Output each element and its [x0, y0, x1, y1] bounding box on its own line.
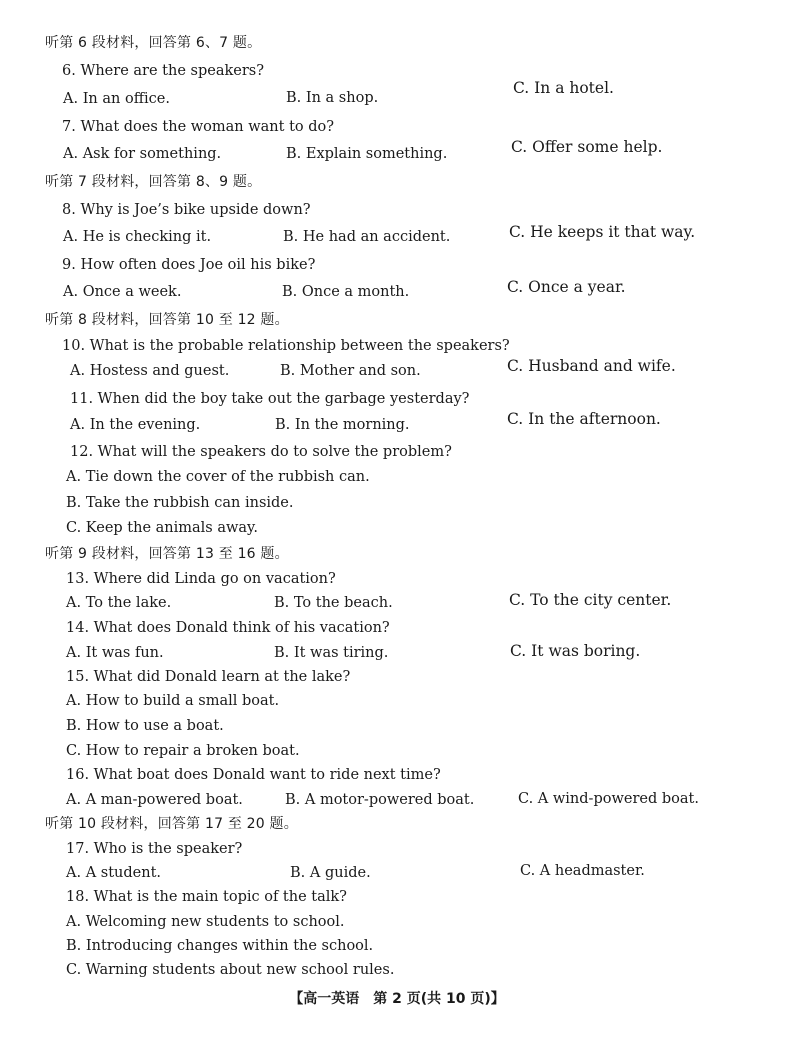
q7-option-b: B. Explain something.: [286, 146, 448, 162]
q13-option-c: C. To the city center.: [509, 591, 672, 609]
section-heading-6: 听第 6 段材料，回答第 6、7 题。: [45, 35, 262, 51]
q10-option-a: A. Hostess and guest.: [70, 363, 230, 379]
q7-option-c: C. Offer some help.: [511, 138, 663, 156]
question-18: 18. What is the main topic of the talk?: [66, 889, 347, 905]
q12-option-c: C. Keep the animals away.: [66, 520, 258, 536]
q16-option-a: A. A man-powered boat.: [66, 792, 243, 808]
section-heading-10: 听第 10 段材料，回答第 17 至 20 题。: [45, 816, 298, 832]
q14-option-c: C. It was boring.: [510, 642, 641, 660]
q11-option-a: A. In the evening.: [70, 417, 201, 433]
q11-option-b: B. In the morning.: [275, 417, 410, 433]
q12-option-b: B. Take the rubbish can inside.: [66, 495, 294, 511]
q17-option-a: A. A student.: [66, 865, 162, 881]
question-8: 8. Why is Joe’s bike upside down?: [62, 202, 311, 218]
question-16: 16. What boat does Donald want to ride next time?: [66, 767, 441, 783]
q8-option-c: C. He keeps it that way.: [509, 223, 696, 241]
q18-option-a: A. Welcoming new students to school.: [66, 914, 345, 930]
q10-option-b: B. Mother and son.: [280, 363, 421, 379]
q17-option-c: C. A headmaster.: [520, 863, 645, 879]
question-17: 17. Who is the speaker?: [66, 841, 243, 857]
q15-option-b: B. How to use a boat.: [66, 718, 224, 734]
q13-option-b: B. To the beach.: [274, 595, 393, 611]
question-7: 7. What does the woman want to do?: [62, 119, 335, 135]
question-12: 12. What will the speakers do to solve the problem?: [70, 444, 452, 460]
q18-option-c: C. Warning students about new school rules.: [66, 962, 395, 978]
q14-option-b: B. It was tiring.: [274, 645, 389, 661]
q15-option-a: A. How to build a small boat.: [66, 693, 280, 709]
section-heading-8: 听第 8 段材料，回答第 10 至 12 题。: [45, 312, 289, 328]
section-heading-7: 听第 7 段材料，回答第 8、9 题。: [45, 174, 262, 190]
question-10: 10. What is the probable relationship between the speakers?: [62, 338, 510, 354]
question-15: 15. What did Donald learn at the lake?: [66, 669, 351, 685]
question-11: 11. When did the boy take out the garbage yesterday?: [70, 391, 470, 407]
page-footer: 【高一英语 第 2 页(共 10 页)】: [289, 991, 505, 1007]
q16-option-b: B. A motor-powered boat.: [285, 792, 475, 808]
q8-option-b: B. He had an accident.: [283, 229, 451, 245]
q9-option-c: C. Once a year.: [507, 278, 626, 296]
q6-option-a: A. In an office.: [63, 91, 170, 107]
question-14: 14. What does Donald think of his vacation?: [66, 620, 390, 636]
q6-option-b: B. In a shop.: [286, 90, 379, 106]
question-9: 9. How often does Joe oil his bike?: [62, 257, 316, 273]
q9-option-a: A. Once a week.: [63, 284, 182, 300]
q18-option-b: B. Introducing changes within the school.: [66, 938, 374, 954]
q6-option-c: C. In a hotel.: [513, 79, 614, 97]
q7-option-a: A. Ask for something.: [63, 146, 222, 162]
q15-option-c: C. How to repair a broken boat.: [66, 743, 300, 759]
q16-option-c: C. A wind-powered boat.: [518, 791, 699, 807]
q11-option-c: C. In the afternoon.: [507, 410, 661, 428]
question-13: 13. Where did Linda go on vacation?: [66, 571, 336, 587]
q13-option-a: A. To the lake.: [66, 595, 172, 611]
q17-option-b: B. A guide.: [290, 865, 371, 881]
q14-option-a: A. It was fun.: [66, 645, 164, 661]
q12-option-a: A. Tie down the cover of the rubbish can.: [66, 469, 370, 485]
q8-option-a: A. He is checking it.: [63, 229, 212, 245]
question-6: 6. Where are the speakers?: [62, 63, 264, 79]
q10-option-c: C. Husband and wife.: [507, 357, 676, 375]
section-heading-9: 听第 9 段材料，回答第 13 至 16 题。: [45, 546, 289, 562]
q9-option-b: B. Once a month.: [282, 284, 410, 300]
